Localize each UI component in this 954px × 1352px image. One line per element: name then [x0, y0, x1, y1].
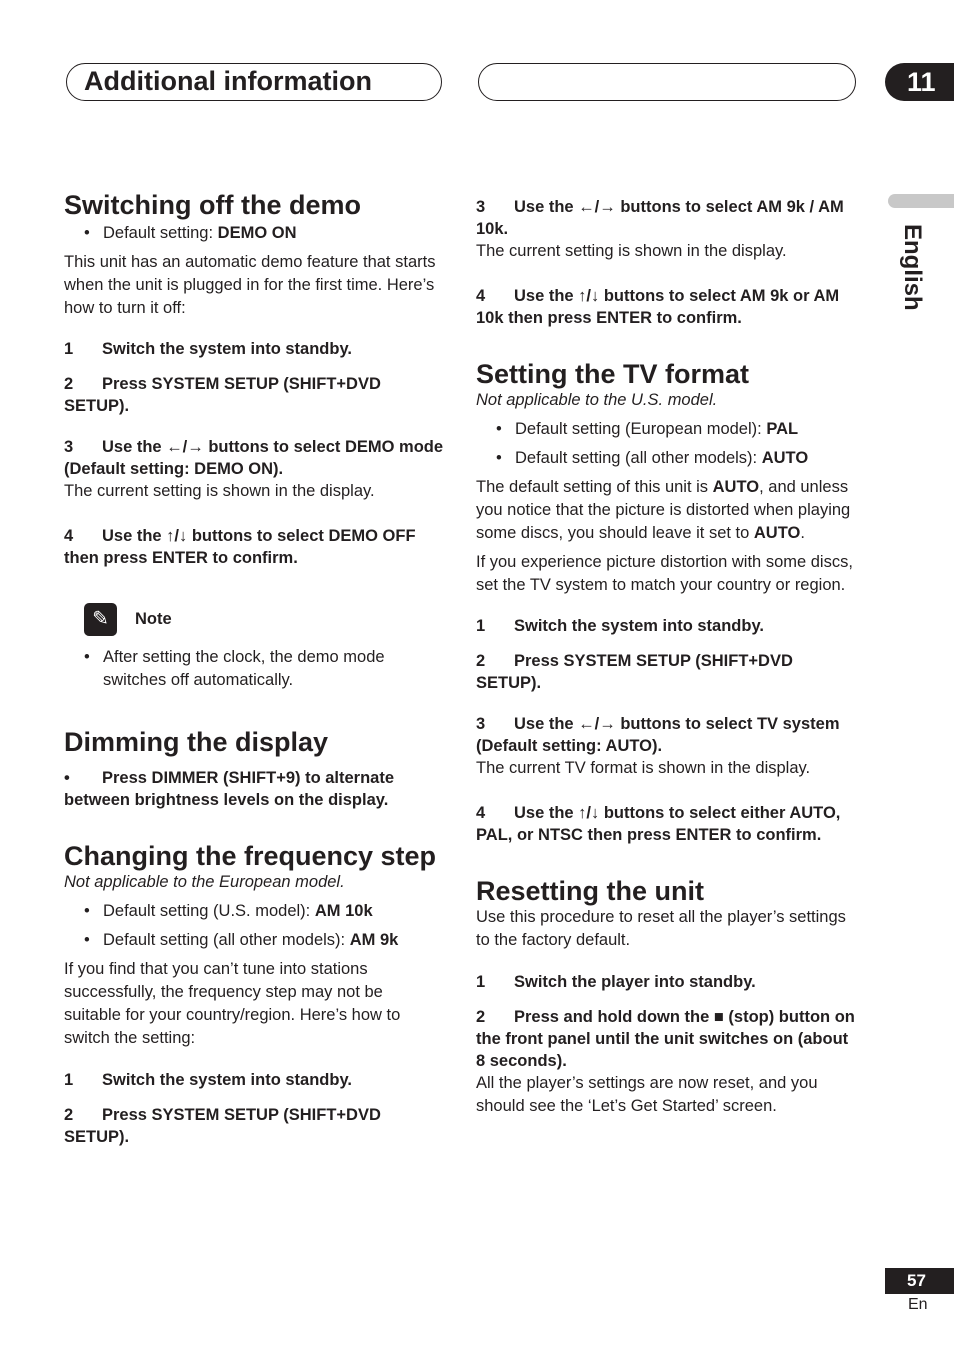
tv-paragraph-2: If you experience picture distortion with some discs, set the TV system to match your country or region. [476, 553, 853, 594]
step-text: Press SYSTEM SETUP (SHIFT+DVD SETUP). [64, 1106, 381, 1146]
note-text: • After setting the clock, the demo mode switches off automatically. [64, 646, 444, 692]
text-run: , and unless you notice that the picture is distorted when playing some discs, you should leave it set to [476, 478, 851, 542]
demo-step-3-note: The current setting is shown in the display. [64, 482, 375, 500]
language-tab [888, 194, 954, 208]
default-setting-bullet [64, 222, 444, 245]
freq-step-2: 2 Press SYSTEM SETUP (SHIFT+DVD SETUP). [64, 1106, 381, 1146]
step-text: Use the ←/→ buttons to select AM 9k / AM 10k. [476, 198, 844, 238]
left-column [64, 190, 444, 1148]
text-run: AUTO [712, 478, 760, 496]
default-label: Default setting (all other models): [103, 931, 350, 949]
demo-step-1: 1 Switch the system into standby. [64, 340, 352, 358]
reset-step-1: 1 Switch the player into standby. [476, 973, 756, 991]
demo-step-2: 2 Press SYSTEM SETUP (SHIFT+DVD SETUP). [64, 375, 381, 415]
freq-step-3-note: The current setting is shown in the display. [476, 242, 787, 260]
step-text: Switch the player into standby. [514, 973, 756, 991]
freq-step-1: 1 Switch the system into standby. [64, 1071, 352, 1089]
heading-resetting-unit: Resetting the unit [476, 876, 704, 906]
page-language: En [908, 1296, 928, 1313]
tv-step-3: 3 Use the ←/→ buttons to select TV system (Default setting: AUTO). [476, 715, 840, 755]
demo-step-4: 4 Use the ↑/↓ buttons to select DEMO OFF then press ENTER to confirm. [64, 527, 416, 567]
default-label: Default setting (U.S. model): [103, 902, 315, 920]
text-run: . [800, 524, 805, 542]
tv-step-3-note: The current TV format is shown in the display. [476, 759, 811, 777]
step-text: Switch the system into standby. [102, 340, 352, 358]
default-value: DEMO ON [217, 224, 297, 242]
default-value: AUTO [761, 449, 809, 467]
chapter-number: 11 [885, 63, 954, 101]
default-label: Default setting (European model): [515, 420, 767, 438]
step-text: Use the ↑/↓ buttons to select either AUTO, PAL, or NTSC then press ENTER to confirm. [476, 804, 841, 844]
freq-step-4: 4 Use the ↑/↓ buttons to select AM 9k or AM 10k then press ENTER to confirm. [476, 287, 840, 327]
reset-step-2-note: All the player’s settings are now reset, and you should see the ‘Let’s Get Started’ screen. [476, 1074, 818, 1115]
text-run: AUTO [753, 524, 801, 542]
freq-default-1 [64, 900, 444, 923]
step-text: Use the ↑/↓ buttons to select DEMO OFF then press ENTER to confirm. [64, 527, 416, 567]
tv-subtitle: Not applicable to the U.S. model. [476, 391, 718, 409]
default-label: Default setting (all other models): [515, 449, 762, 467]
step-text: Use the ←/→ buttons to select TV system (Default setting: AUTO). [476, 715, 840, 755]
default-value: AM 10k [314, 902, 373, 920]
note-label: Note [135, 610, 172, 628]
text-run: The default setting of this unit is [476, 478, 713, 496]
default-label: Default setting: [103, 224, 218, 242]
section-title: Additional information [84, 66, 372, 96]
section-header [66, 63, 442, 101]
step-text: Press SYSTEM SETUP (SHIFT+DVD SETUP). [476, 652, 793, 692]
tv-step-1: 1 Switch the system into standby. [476, 617, 764, 635]
pencil-note-icon: ✎ [84, 603, 117, 636]
right-column [476, 196, 856, 1118]
demo-intro: This unit has an automatic demo feature that starts when the unit is plugged in for the first time. Here’s how to turn it off: [64, 253, 436, 317]
tv-default-1 [476, 418, 856, 441]
tv-step-2: 2 Press SYSTEM SETUP (SHIFT+DVD SETUP). [476, 652, 793, 692]
page-number: 57 [885, 1268, 954, 1294]
step-text: Switch the system into standby. [514, 617, 764, 635]
reset-intro: Use this procedure to reset all the player’s settings to the factory default. [476, 908, 846, 949]
tv-default-2 [476, 447, 856, 470]
step-text: Press SYSTEM SETUP (SHIFT+DVD SETUP). [64, 375, 381, 415]
heading-tv-format: Setting the TV format [476, 359, 750, 389]
freq-intro: If you find that you can’t tune into stations successfully, the frequency step may not be suitable for your country/region. Here’s how to switch the setting: [64, 960, 401, 1047]
default-value: AM 9k [349, 931, 399, 949]
note-block [64, 603, 444, 636]
demo-step-3: 3 Use the ←/→ buttons to select DEMO mode (Default setting: DEMO ON). [64, 438, 444, 478]
tv-step-4: 4 Use the ↑/↓ buttons to select either AUTO, PAL, or NTSC then press ENTER to confirm. [476, 804, 841, 844]
freq-default-2 [64, 929, 444, 952]
freq-subtitle: Not applicable to the European model. [64, 873, 345, 891]
step-text: Switch the system into standby. [102, 1071, 352, 1089]
step-text: Press DIMMER (SHIFT+9) to alternate between brightness levels on the display. [64, 769, 395, 809]
freq-step-3: 3 Use the ←/→ buttons to select AM 9k / AM 10k. [476, 198, 844, 238]
step-text: Use the ←/→ buttons to select DEMO mode (Default setting: DEMO ON). [64, 438, 444, 478]
language-label: English [899, 224, 926, 311]
reset-step-2: 2 Press and hold down the ■ (stop) button on the front panel until the unit switches on (about 8 seconds). [476, 1008, 855, 1070]
tv-paragraph-1 [476, 476, 856, 545]
header-blank-box [478, 63, 856, 101]
heading-dimming-display: Dimming the display [64, 727, 329, 757]
dimming-step: • Press DIMMER (SHIFT+9) to alternate between brightness levels on the display. [64, 769, 395, 809]
default-value: PAL [766, 420, 799, 438]
step-text: Use the ↑/↓ buttons to select AM 9k or AM 10k then press ENTER to confirm. [476, 287, 840, 327]
heading-switching-off-demo: Switching off the demo [64, 190, 361, 220]
heading-frequency-step: Changing the frequency step [64, 841, 437, 871]
step-text: Press and hold down the ■ (stop) button on the front panel until the unit switches on (about 8 seconds). [476, 1008, 855, 1070]
